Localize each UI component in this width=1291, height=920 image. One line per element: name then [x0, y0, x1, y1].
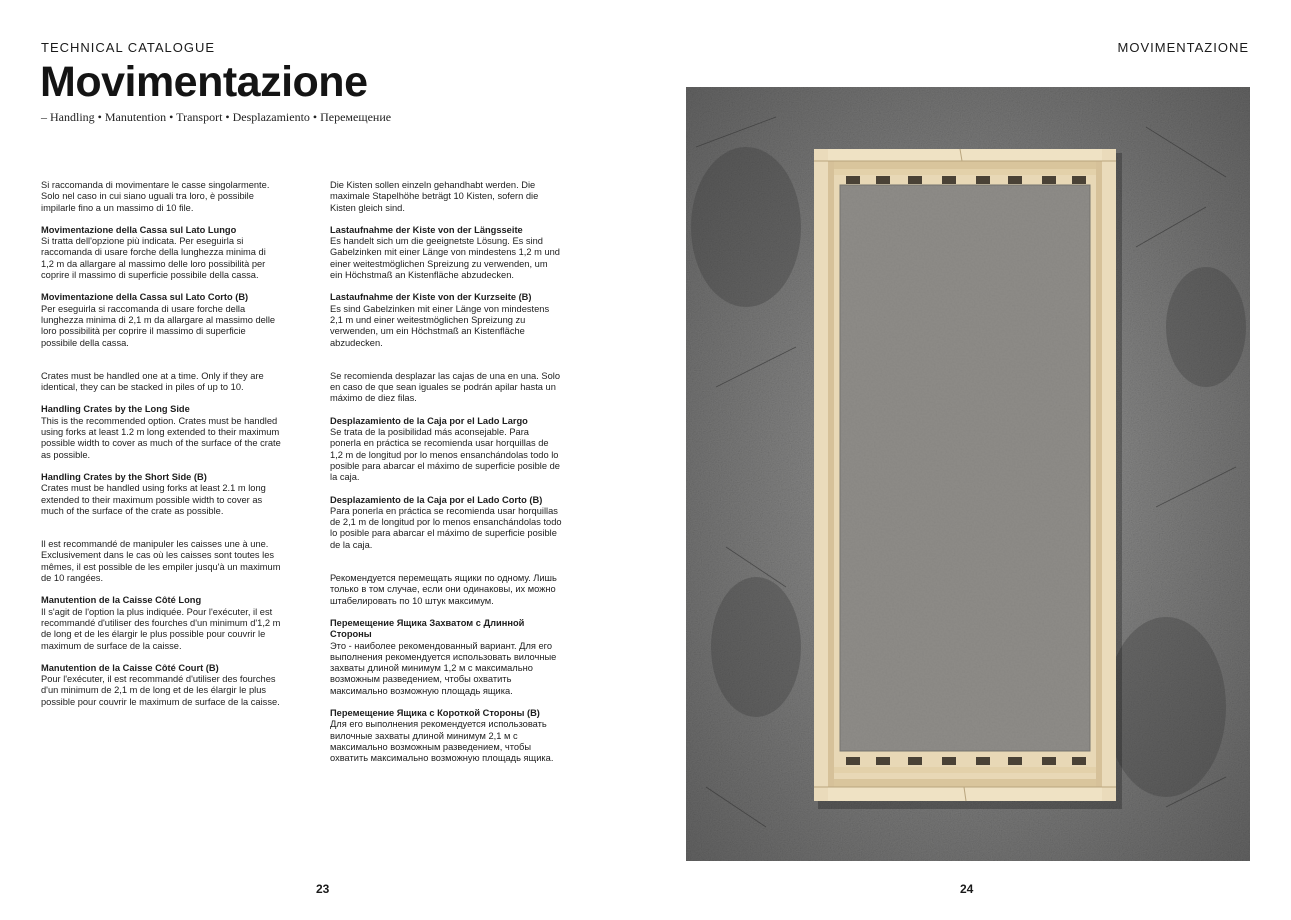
english-block — [41, 371, 281, 517]
section-paragraph — [330, 495, 562, 551]
section-body: Для его выполнения рекомендуется использовать вилочные захваты длиной минимум 2,1 м с максимально возможным разведением, чтобы охватить максимально возможную площадь ящика. — [330, 719, 554, 764]
ceramic-slab — [840, 185, 1090, 751]
intro-paragraph: Die Kisten sollen einzeln gehandhabt werden. Die maximale Stapelhöhe beträgt 10 Kisten, sofern die Kisten gleich sind. — [330, 180, 539, 213]
section-title: Перемещение Ящика с Короткой Стороны (B) — [330, 707, 540, 718]
section-paragraph — [41, 225, 281, 281]
catalogue-label: TECHNICAL CATALOGUE — [41, 40, 216, 55]
section-paragraph — [41, 404, 281, 460]
section-body: Il s'agit de l'option la plus indiquée. Pour l'exécuter, il est recommandé d'utiliser des fourches d'un minimum d'1,2 m de long et de les élargir le plus possible pour couvrir le maximum de surface de la caisse. — [41, 606, 281, 651]
section-body: Si tratta dell'opzione più indicata. Per eseguirla si raccomanda di usare forche della lunghezza minima di 1,2 m da allargare al massimo delle loro possibilità per coprire il massimo di superficie possibile della cassa. — [41, 236, 266, 281]
section-body: Per eseguirla si raccomanda di usare forche della lunghezza minima di 2,1 m da allargare al massimo delle loro possibilità per coprire il massimo di superficie possibile della cassa. — [41, 303, 276, 348]
intro-paragraph: Рекомендуется перемещать ящики по одному. Лишь только в том случае, если они одинаковы, их можно штабелировать по 10 штук максимум. — [330, 573, 557, 606]
section-body: Es sind Gabelzinken mit einer Länge von mindestens 2,1 m und einer weitestmöglichen Spreizung zu verwenden, um ein Höchstmaß an Kistenfläche abzudecken. — [330, 303, 550, 348]
intro-paragraph: Crates must be handled one at a time. Only if they are identical, they can be stacked in piles of up to 10. — [41, 370, 264, 393]
section-body: Crates must be handled using forks at least 2.1 m long extended to their maximum possible width to cover as much of the surface of the crate as possible. — [41, 483, 266, 516]
section-body: This is the recommended option. Crates must be handled using forks at least 1.2 m long extended to their maximum possible width to cover as much of the surface of the crate as possible. — [41, 415, 281, 460]
section-title: Перемещение Ящика Захватом с Длинной Стороны — [330, 617, 525, 640]
section-title: Handling Crates by the Long Side — [41, 404, 190, 415]
section-paragraph — [330, 225, 562, 281]
wooden-crate — [814, 149, 1116, 801]
section-title: Manutention de la Caisse Côté Court (B) — [41, 662, 219, 673]
section-title: Desplazamiento de la Caja por el Lado Corto (B) — [330, 494, 543, 505]
section-body: Se trata de la posibilidad más aconsejable. Para ponerla en práctica se recomienda usar horquillas de 1,2 m de longitud por lo menos ensanchándolas todo lo posible para abarcar el máximo de superficie posible de la caja. — [330, 427, 560, 483]
page-title: Movimentazione — [40, 58, 368, 106]
intro-paragraph: Il est recommandé de manipuler les caisses une à une. Exclusivement dans le cas où les caisses sont toutes les mêmes, il est possible de les empiler jusqu'à un maximum de 10 rangées. — [41, 539, 281, 584]
section-title: Lastaufnahme der Kiste von der Längsseite — [330, 224, 523, 235]
section-title: Manutention de la Caisse Côté Long — [41, 595, 202, 606]
section-paragraph — [330, 292, 562, 348]
right-text-column — [330, 180, 562, 786]
crate-photo-illustration — [686, 87, 1250, 861]
section-body: Para ponerla en práctica se recomienda usar horquillas de 2,1 m de longitud por lo menos ensanchándolas todo lo posible para abarcar el máximo de superficie posible de la caja. — [330, 505, 562, 550]
language-subtitle: – Handling • Manutention • Transport • Desplazamiento • Перемещение — [41, 110, 392, 124]
section-title: Movimentazione della Cassa sul Lato Corto (B) — [41, 292, 249, 303]
crate-photo — [686, 87, 1250, 861]
section-paragraph — [330, 618, 562, 697]
french-block — [41, 539, 281, 708]
section-paragraph — [41, 595, 281, 651]
section-paragraph — [41, 663, 281, 708]
section-title: Desplazamiento de la Caja por el Lado Largo — [330, 415, 528, 426]
italian-block — [41, 180, 281, 349]
section-paragraph — [41, 472, 281, 517]
spanish-block — [330, 371, 562, 551]
section-title: Handling Crates by the Short Side (B) — [41, 471, 207, 482]
section-body: Pour l'exécuter, il est recommandé d'utiliser des fourches d'un minimum de 2,1 m de long et de les élargir le plus possible pour couvrir le maximum de surface de la caisse. — [41, 674, 280, 707]
section-paragraph — [330, 708, 562, 764]
section-label: MOVIMENTAZIONE — [1117, 40, 1249, 55]
section-title: Lastaufnahme der Kiste von der Kurzseite (B) — [330, 292, 532, 303]
intro-paragraph: Si raccomanda di movimentare le casse singolarmente. Solo nel caso in cui siano uguali tra loro, è possibile impilarle fino a un massimo di 10 file. — [41, 180, 270, 213]
german-block — [330, 180, 562, 349]
section-body: Это - наиболее рекомендованный вариант. Для его выполнения рекомендуется использовать вилочные захваты длиной минимум 1,2 м с максимально возможным разведением, чтобы охватить максимально возможную площадь ящика. — [330, 640, 557, 696]
section-body: Es handelt sich um die geeignetste Lösung. Es sind Gabelzinken mit einer Länge von mindestens 1,2 m und einer weitestmöglichen Spreizung zu verwenden, um ein Höchstmaß an Kistenfläche abzudecken. — [330, 236, 560, 281]
page-number-right: 24 — [960, 882, 974, 896]
left-text-column — [41, 180, 281, 730]
russian-block — [330, 573, 562, 764]
page-number-left: 23 — [316, 882, 330, 896]
section-paragraph — [41, 292, 281, 348]
intro-paragraph: Se recomienda desplazar las cajas de una en una. Solo en caso de que sean iguales se podrán apilar hasta un máximo de diez filas. — [330, 370, 560, 404]
section-title: Movimentazione della Cassa sul Lato Lungo — [41, 224, 237, 235]
section-paragraph — [330, 416, 562, 484]
